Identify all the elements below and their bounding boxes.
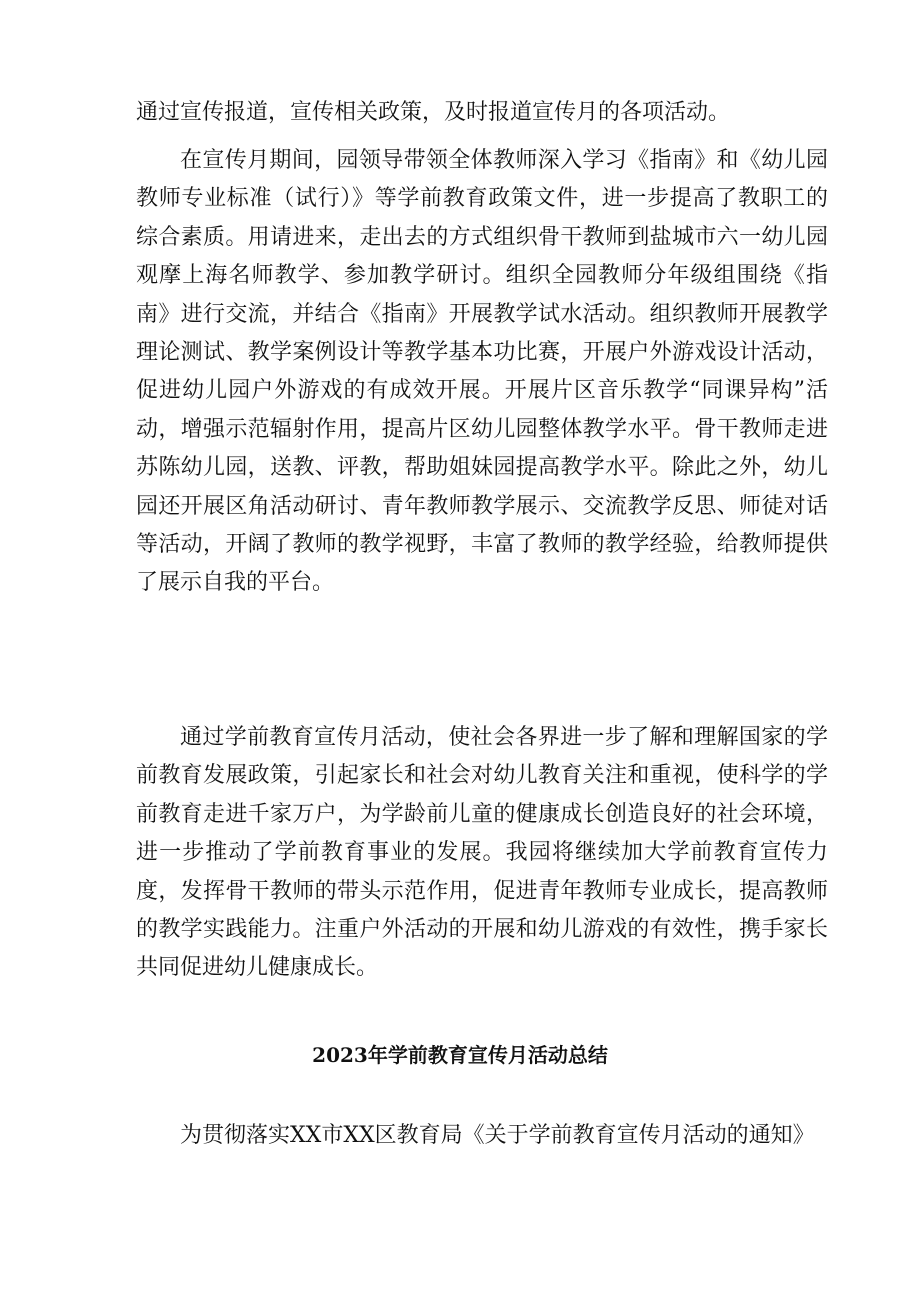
paragraph-3: 通过学前教育宣传月活动，使社会各界进一步了解和理解国家的学前教育发展政策，引起家长和社会对幼儿教育关注和重视，使科学的学前教育走进千家万户，为学龄前儿童的健康成长创造良好的社会环境，进一步推动了学前教育事业的发展。我园将继续加大学前教育宣传力度，发挥骨干教师的带头示范作用，促进青年教师专业成长，提高教师的教学实践能力。注重户外活动的开展和幼儿游戏的有效性，携手家长共同促进幼儿健康成长。 <box>136 725 828 981</box>
paragraph-1: 通过宣传报道，宣传相关政策，及时报道宣传月的各项活动。 <box>136 100 731 125</box>
paragraph-4: 为贯彻落实XX市XX区教育局《关于学前教育宣传月活动的通知》 <box>180 1123 815 1148</box>
section-title: 2023年学前教育宣传月活动总结 <box>312 1043 608 1067</box>
paragraph-2: 在宣传月期间，园领导带领全体教师深入学习《指南》和《幼儿园教师专业标准（试行）》等学前教育政策文件，进一步提高了教职工的综合素质。用请进来，走出去的方式组织骨干教师到盐城市六一幼儿园观摩上海名师教学、参加教学研讨。组织全园教师分年级组围绕《指南》进行交流，并结合《指南》开展教学试水活动。组织教师开展教学理论测试、教学案例设计等教学基本功比赛，开展户外游戏设计活动，促进幼儿园户外游戏的有成效开展。开展片区音乐教学“同课异构”活动，增强示范辐射作用，提高片区幼儿园整体教学水平。骨干教师走进苏陈幼儿园，送教、评教，帮助姐妹园提高教学水平。除此之外，幼儿园还开展区角活动研讨、青年教师教学展示、交流教学反思、师徒对话等活动，开阔了教师的教学视野，丰富了教师的教学经验，给教师提供了展示自我的平台。 <box>136 148 828 596</box>
